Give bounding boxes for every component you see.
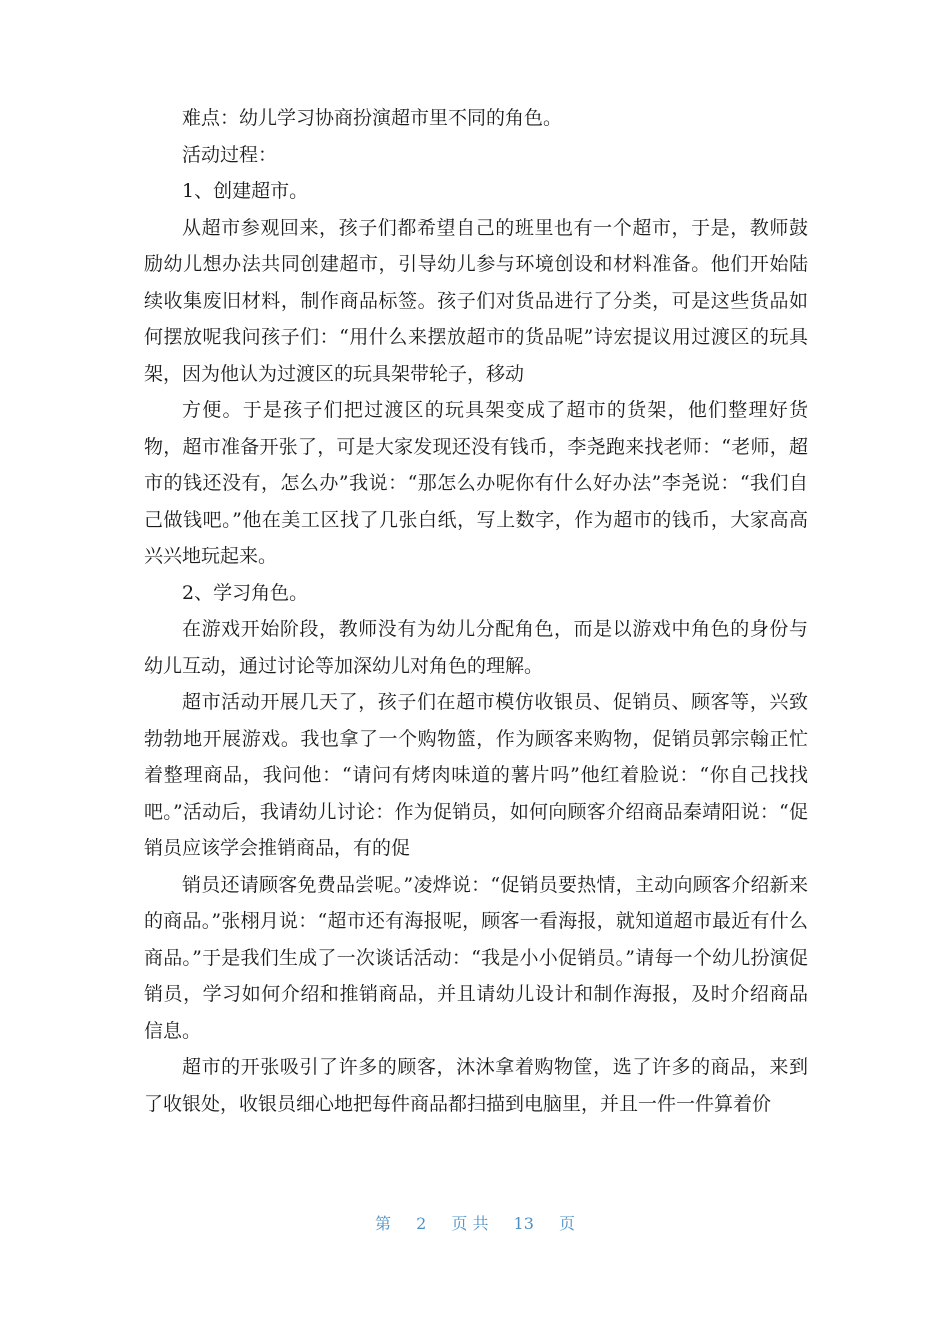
paragraph-step-2-body-d: 超市的开张吸引了许多的顾客，沐沐拿着购物筐，选了许多的商品，来到了收银处，收银员细心地把每件商品都扫描到电脑里，并且一件一件算着价 (144, 1056, 808, 1115)
paragraph-step-2-body-a: 在游戏开始阶段，教师没有为幼儿分配角色，而是以游戏中角色的身份与幼儿互动，通过讨论等加深幼儿对角色的理解。 (144, 618, 808, 677)
footer-prefix: 第 (374, 1214, 391, 1233)
paragraph-step-1-body-b: 方便。于是孩子们把过渡区的玩具架变成了超市的货架，他们整理好货物，超市准备开张了，可是大家发现还没有钱币，李尧跑来找老师：“老师，超市的钱还没有，怎么办”我说：“那怎么办呢你有什么好办法”李尧说：“我们自己做钱吧。”他在美工区找了几张白纸，写上数字，作为超市的钱币，大家高高兴兴地玩起来。 (144, 399, 808, 567)
footer-total-pages: 13 (513, 1214, 534, 1233)
paragraph-difficulty: 难点：幼儿学习协商扮演超市里不同的角色。 (182, 107, 563, 129)
paragraph-process-heading: 活动过程： (182, 143, 278, 166)
paragraph-step-2-body-b: 超市活动开展几天了，孩子们在超市模仿收银员、促销员、顾客等，兴致勃勃地开展游戏。我也拿了一个购物篮，作为顾客来购物，促销员郭宗翰正忙着整理商品，我问他：“请问有烤肉味道的薯片吗”他红着脸说：“你自己找找吧。”活动后，我请幼儿讨论：作为促销员，如何向顾客介绍商品秦靖阳说：“促销员应该学会推销商品，有的促 (144, 691, 808, 859)
paragraph-step-1-body-a: 从超市参观回来，孩子们都希望自己的班里也有一个超市，于是，教师鼓励幼儿想办法共同创建超市，引导幼儿参与环境创设和材料准备。他们开始陆续收集废旧材料，制作商品标签。孩子们对货品进行了分类，可是这些货品如何摆放呢我问孩子们：“用什么来摆放超市的货品呢”诗宏提议用过渡区的玩具架，因为他认为过渡区的玩具架带轮子，移动 (144, 216, 808, 385)
footer-suffix: 页 (559, 1214, 576, 1233)
paragraph-step-2-heading: 2、学习角色。 (182, 581, 309, 604)
document-body (144, 100, 808, 1122)
paragraph-step-2-body-c: 销员还请顾客免费品尝呢。”凌烨说：“促销员要热情，主动向顾客介绍新来的商品。”张栩月说：“超市还有海报呢，顾客一看海报，就知道超市最近有什么商品。”于是我们生成了一次谈话活动：“我是小小促销员。”请每一个幼儿扮演促销员，学习如何介绍和推销商品，并且请幼儿设计和制作海报，及时介绍商品信息。 (144, 873, 808, 1042)
footer-middle: 页 共 (451, 1214, 489, 1233)
footer-current-page: 2 (416, 1214, 427, 1233)
paragraph-step-1-heading: 1、创建超市。 (182, 180, 309, 202)
page-footer (0, 1211, 950, 1234)
